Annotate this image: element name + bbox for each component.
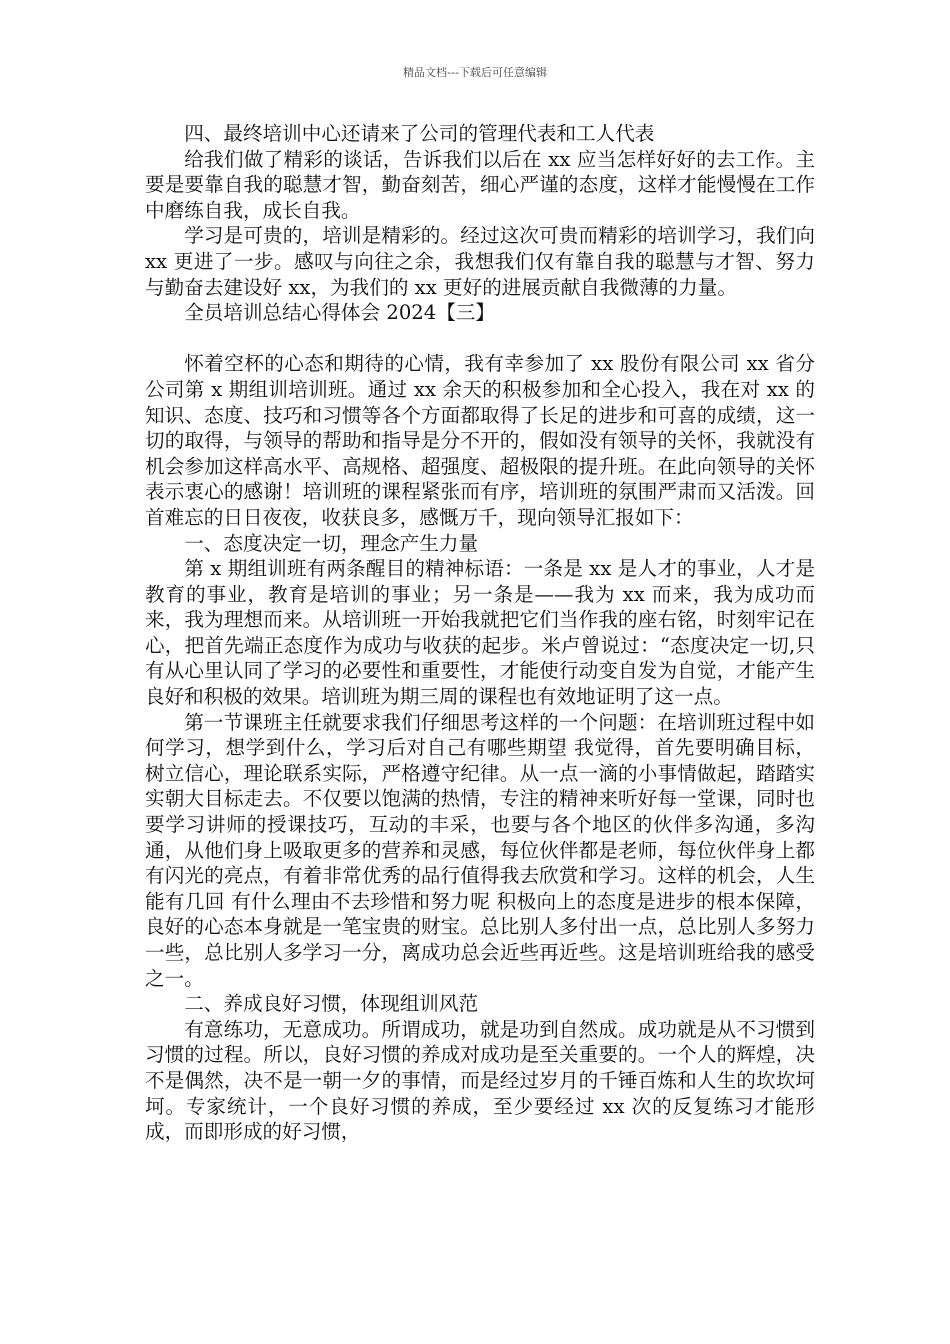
article-title: 全员培训总结心得体会 2024【三】 [184,301,495,325]
paragraph: 给我们做了精彩的谈话，告诉我们以后在 xx 应当怎样好好的去工作。主要是要靠自我的聪慧才智，勤奋刻苦，细心严谨的态度，这样才能慢慢在工作中磨练自我，成长自我。 [145,147,815,222]
section-heading-1: 一、态度决定一切，理念产生力量 [184,531,479,555]
section-heading-2: 二、养成良好习惯，体现组训风范 [184,992,479,1016]
section-heading-4: 四、最终培训中心还请来了公司的管理代表和工人代表 [184,122,655,145]
document-body [145,121,815,1145]
paragraph: 有意练功，无意成功。所谓成功，就是功到自然成。成功就是从不习惯到习惯的过程。所以，良好习惯的养成对成功是至关重要的。一个人的辉煌，决不是偶然，决不是一朝一夕的事情，而是经过岁月的千锤百炼和人生的坎坎坷坷。专家统计，一个良好习惯的养成，至少要经过 xx 次的反复练习才能形成，而即形成的好习惯， [145,1017,815,1144]
page-header: 精品文档---下载后可任意编辑 [403,66,547,79]
blank-line [145,326,815,352]
paragraph: 第一节课班主任就要求我们仔细思考这样的一个问题：在培训班过程中如何学习，想学到什么，学习后对自己有哪些期望 我觉得，首先要明确目标，树立信心，理论联系实际，严格遵守纪律。从一点一滴的小事情做起，踏踏实实朝大目标走去。不仅要以饱满的热情，专注的精神来听好每一堂课，同时也要学习讲师的授课技巧，互动的丰采，也要与各个地区的伙伴多沟通，多沟通，从他们身上吸取更多的营养和灵感，每位伙伴都是老师，每位伙伴身上都有闪光的亮点，有着非常优秀的品行值得我去欣赏和学习。这样的机会，人生能有几回 有什么理由不去珍惜和努力呢 积极向上的态度是进步的根本保障，良好的心态本身就是一笔宝贵的财宝。总比别人多付出一点，总比别人多努力一些，总比别人多学习一分，离成功总会近些再近些。这是培训班给我的感受之一。 [145,710,815,990]
paragraph: 第 x 期组训班有两条醒目的精神标语：一条是 xx 是人才的事业，人才是教育的事业，教育是培训的事业；另一条是——我为 xx 而来，我为成功而来，我为理想而来。从培训班一开始我就把它们当作我的座右铭，时刻牢记在心，把首先端正态度作为成功与收获的起步。米卢曾说过：“态度决定一切,只有从心里认同了学习的必要性和重要性，才能使行动变自发为自觉，才能产生良好和积极的效果。培训班为期三周的课程也有效地证明了这一点。 [145,557,815,709]
paragraph: 学习是可贵的，培训是精彩的。经过这次可贵而精彩的培训学习，我们向 xx 更进了一步。感叹与向往之余，我想我们仅有靠自我的聪慧与才智、努力与勤奋去建设好 xx，为我们的 xx 更好的进展贡献自我微薄的力量。 [145,224,815,299]
paragraph: 怀着空杯的心态和期待的心情，我有幸参加了 xx 股份有限公司 xx 省分公司第 x 期组训培训班。通过 xx 余天的积极参加和全心投入，我在对 xx 的知识、态度、技巧和习惯等各个方面都取得了长足的进步和可喜的成绩，这一切的取得，与领导的帮助和指导是分不开的，假如没有领导的关怀，我就没有机会参加这样高水平、高规格、超强度、超极限的提升班。在此向领导的关怀表示衷心的感谢！培训班的课程紧张而有序，培训班的氛围严肃而又活泼。回首难忘的日日夜夜，收获良多，感慨万千，现向领导汇报如下： [145,352,815,529]
